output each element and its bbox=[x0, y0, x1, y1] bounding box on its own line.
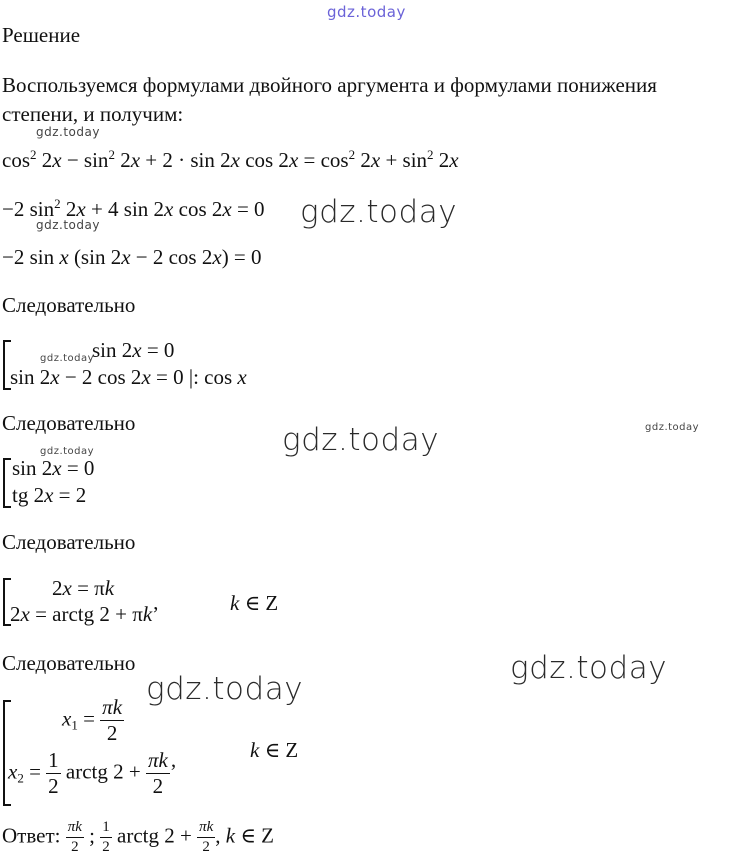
equation-1: $\cos^2 2x - \sin^2 2x + 2 \cdot \sin 2x$ $\cos 2x = \cos^2 2x + \sin^2 2x$ bbox=[2, 147, 459, 172]
system-4-row-2: $x_2$ = $\frac{1}{2}$ arctg 2 + $\frac{\pi k}{2}$ ’ bbox=[8, 748, 177, 798]
answer-line: Ответ: $\frac{\pi k}{2}$ ; $\frac{1}{2}$ arctg 2 + $\frac{\pi k}{2}$ , k ∈ Z bbox=[2, 819, 274, 855]
system-4-row-1: $x_1$ = $\frac{\pi k}{2}$ bbox=[62, 695, 123, 745]
system-1-row-1: sin 2x = 0 bbox=[92, 338, 175, 362]
watermark-small-4: gdz.today bbox=[645, 422, 700, 433]
watermark-small-2: gdz.today bbox=[36, 218, 100, 232]
pik-over-2-fraction: $\frac{\pi k}{2}$ bbox=[147, 748, 168, 798]
watermark-large-2: gdz.today bbox=[282, 422, 440, 458]
equation-2: −2 $\sin^2 2x + 4$ sin 2x cos 2x = 0 bbox=[2, 196, 265, 221]
watermark-large-4: gdz.today bbox=[146, 671, 304, 707]
watermark-large-3: gdz.today bbox=[510, 650, 668, 686]
pik-over-2-fraction: $\frac{\pi k}{2}$ bbox=[102, 695, 123, 745]
watermark-top: gdz.today bbox=[327, 3, 406, 21]
solution-heading: Решение bbox=[2, 23, 81, 47]
therefore-3: Следовательно bbox=[2, 530, 136, 554]
equation-3: −2 sin x (sin 2x − 2 cos 2x) = 0 bbox=[2, 245, 262, 269]
therefore-1: Следовательно bbox=[2, 293, 136, 317]
watermark-large-1: gdz.today bbox=[300, 194, 458, 230]
watermark-small-1: gdz.today bbox=[36, 125, 100, 139]
therefore-4: Следовательно bbox=[2, 651, 136, 675]
system-2-row-2: tg 2x = 2 bbox=[12, 483, 87, 507]
system-bracket-2 bbox=[3, 458, 11, 508]
answer-pik-over-2-b: $\frac{\pi k}{2}$ bbox=[199, 819, 214, 855]
system-3-row-2: 2x = arctg 2 + πk’ bbox=[10, 602, 160, 626]
system-1-row-2: sin 2x − 2 cos 2x = 0 |: cos x bbox=[10, 365, 247, 389]
system-4-condition: k ∈ Z bbox=[250, 738, 299, 762]
system-2-row-1: sin 2x = 0 bbox=[12, 456, 95, 480]
system-3-row-1: 2x = πk bbox=[52, 576, 115, 600]
answer-pik-over-2: $\frac{\pi k}{2}$ bbox=[67, 819, 82, 855]
one-half-fraction: $\frac{1}{2}$ bbox=[48, 748, 59, 798]
system-3-condition: k ∈ Z bbox=[230, 591, 279, 615]
intro-line-1: Воспользуемся формулами двойного аргумента и формулами понижения bbox=[2, 73, 657, 97]
intro-line-2: степени, и получим: bbox=[2, 102, 184, 126]
watermark-small-5: gdz.today bbox=[40, 446, 95, 457]
therefore-2: Следовательно bbox=[2, 411, 136, 435]
answer-one-half: $\frac{1}{2}$ bbox=[102, 819, 110, 855]
watermark-small-3: gdz.today bbox=[40, 353, 95, 364]
answer-label: Ответ: bbox=[2, 823, 61, 848]
